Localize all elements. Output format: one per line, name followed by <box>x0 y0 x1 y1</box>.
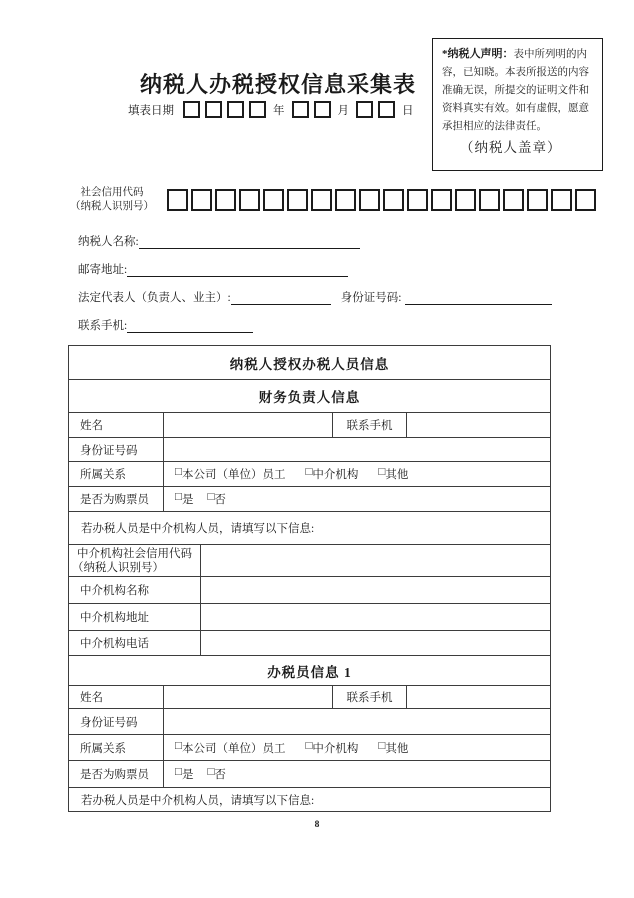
s2-name-row <box>69 685 550 708</box>
s1-id-value-cell[interactable] <box>163 438 550 461</box>
credit-code-char-box[interactable] <box>527 189 548 211</box>
credit-code-char-box[interactable] <box>359 189 380 211</box>
s2-relation-label: 所属关系 <box>80 742 126 755</box>
s2-relation-options <box>163 735 550 760</box>
day-unit-label: 日 <box>402 104 414 117</box>
s1-name-label: 姓名 <box>80 420 103 432</box>
credit-code-char-box[interactable] <box>239 189 260 211</box>
table-main-header: 纳税人授权办税人员信息 <box>229 356 390 372</box>
mail-address-blank[interactable] <box>127 262 348 277</box>
declaration-lead: *纳税人声明： <box>442 48 514 60</box>
legal-rep-field <box>78 287 552 305</box>
year-char-box[interactable] <box>205 101 222 118</box>
s1-agency-address-row <box>69 603 550 630</box>
s1-id-label: 身份证号码 <box>80 444 138 457</box>
s1-ticket-row <box>69 486 550 511</box>
s1-agency-name-value-cell[interactable] <box>200 577 550 603</box>
s1-agency-address-value-cell[interactable] <box>200 604 550 630</box>
s2-name-value-cell[interactable] <box>163 686 332 708</box>
s2-ticket-options <box>163 761 550 787</box>
taxpayer-name-field <box>78 231 360 249</box>
taxpayer-stamp-label: （纳税人盖章） <box>460 140 562 155</box>
contact-phone-label: 联系手机: <box>78 320 128 332</box>
day-boxes <box>356 101 395 118</box>
s1-relation-row <box>69 461 550 486</box>
s2-ticket-row <box>69 760 550 787</box>
credit-code-char-box[interactable] <box>263 189 284 211</box>
checkbox-icon: □ <box>305 466 313 478</box>
s1-ticket-label: 是否为购票员 <box>80 494 149 506</box>
s2-relation-row <box>69 734 550 760</box>
s2-checkbox-company-employee[interactable]: □ 本公司（单位）员工 <box>175 739 286 755</box>
contact-phone-blank[interactable] <box>127 318 253 333</box>
year-char-box[interactable] <box>227 101 244 118</box>
credit-code-char-box[interactable] <box>551 189 572 211</box>
s2-id-label: 身份证号码 <box>80 716 138 729</box>
s1-agency-name-label: 中介机构名称 <box>80 585 149 597</box>
day-char-box[interactable] <box>356 101 373 118</box>
checkbox-icon: □ <box>305 739 313 752</box>
year-boxes <box>183 101 266 118</box>
s2-checkbox-yes[interactable]: □ 是 <box>175 766 194 781</box>
s2-checkbox-no[interactable]: □ 否 <box>207 766 226 781</box>
s1-checkbox-no[interactable]: □ 否 <box>207 491 226 506</box>
credit-code-label-line2: （纳税人识别号） <box>70 201 154 212</box>
section2-header-row <box>69 655 550 685</box>
s1-agency-code-row <box>69 544 550 576</box>
s2-id-row <box>69 708 550 734</box>
s1-agency-code-label-line2: （纳税人识别号） <box>72 562 164 574</box>
legal-rep-label: 法定代表人（负责人、业主）: <box>78 292 231 304</box>
credit-code-char-box[interactable] <box>335 189 356 211</box>
s1-checkbox-yes[interactable]: □ 是 <box>175 491 194 506</box>
credit-code-char-box[interactable] <box>575 189 596 211</box>
s1-agency-address-label: 中介机构地址 <box>80 612 149 624</box>
s1-name-row <box>69 412 550 437</box>
s2-id-value-cell[interactable] <box>163 709 550 734</box>
credit-code-boxes <box>167 189 596 211</box>
id-number-blank[interactable] <box>405 290 552 305</box>
credit-code-label <box>60 186 164 214</box>
s2-note-row <box>69 787 550 811</box>
checkbox-icon: □ <box>175 739 182 752</box>
s2-intermediary-note: 若办税人员是中介机构人员，请填写以下信息: <box>81 794 315 807</box>
declaration-text <box>442 45 594 136</box>
s1-agency-code-value-cell[interactable] <box>200 545 550 576</box>
checkbox-icon: □ <box>175 466 182 478</box>
s1-agency-phone-row <box>69 630 550 655</box>
s1-id-row <box>69 437 550 461</box>
s1-phone-label: 联系手机 <box>332 413 406 437</box>
checkbox-icon: □ <box>207 491 215 503</box>
page-number: 8 <box>314 820 320 830</box>
s1-relation-label: 所属关系 <box>80 469 126 481</box>
fill-date-label: 填表日期 <box>128 104 174 117</box>
checkbox-icon: □ <box>378 739 386 752</box>
s1-note-row <box>69 511 550 544</box>
month-char-box[interactable] <box>314 101 331 118</box>
credit-code-char-box[interactable] <box>407 189 428 211</box>
legal-rep-blank[interactable] <box>231 290 331 305</box>
s2-phone-label: 联系手机 <box>332 686 406 708</box>
id-number-label: 身份证号码: <box>340 292 402 304</box>
credit-code-char-box[interactable] <box>455 189 476 211</box>
month-unit-label: 月 <box>337 104 349 117</box>
s1-agency-name-row <box>69 576 550 603</box>
credit-code-char-box[interactable] <box>431 189 452 211</box>
credit-code-char-box[interactable] <box>311 189 332 211</box>
s1-ticket-options <box>163 487 550 511</box>
s1-relation-options <box>163 462 550 486</box>
credit-code-row <box>60 186 596 214</box>
s1-name-value-cell[interactable] <box>163 413 332 437</box>
s1-agency-code-label-line1: 中介机构社会信用代码 <box>77 548 192 560</box>
checkbox-icon: □ <box>378 466 386 478</box>
declaration-body: 表中所列明的内容，已知晓。本表所报送的内容准确无误，所提交的证明文件和资料真实有效。如有虚假，愿意承担相应的法律责任。 <box>442 49 589 132</box>
s1-checkbox-intermediary[interactable]: □ 中介机构 <box>305 466 359 481</box>
mail-address-label: 邮寄地址: <box>78 264 128 276</box>
s2-checkbox-intermediary[interactable]: □ 中介机构 <box>305 739 359 755</box>
s1-agency-phone-value-cell[interactable] <box>200 631 550 655</box>
year-char-box[interactable] <box>249 101 266 118</box>
taxpayer-name-blank[interactable] <box>139 234 360 249</box>
taxpayer-declaration-box <box>432 38 603 171</box>
checkbox-icon: □ <box>175 766 182 778</box>
mail-address-field <box>78 259 348 277</box>
s2-ticket-label: 是否为购票员 <box>80 769 149 781</box>
finance-manager-section-header: 财务负责人信息 <box>258 390 361 405</box>
s1-checkbox-company-employee[interactable]: □ 本公司（单位）员工 <box>175 466 286 481</box>
day-char-box[interactable] <box>378 101 395 118</box>
credit-code-label-line1: 社会信用代码 <box>80 187 144 198</box>
tax-clerk1-section-header: 办税员信息 1 <box>267 664 352 680</box>
contact-phone-field <box>78 315 253 333</box>
credit-code-char-box[interactable] <box>503 189 524 211</box>
credit-code-char-box[interactable] <box>167 189 188 211</box>
s2-name-label: 姓名 <box>80 692 103 704</box>
checkbox-icon: □ <box>175 491 182 503</box>
s2-phone-value-cell[interactable] <box>406 686 550 708</box>
credit-code-char-box[interactable] <box>191 189 212 211</box>
s1-agency-phone-label: 中介机构电话 <box>80 638 149 650</box>
authorized-personnel-table <box>68 345 551 812</box>
year-char-box[interactable] <box>183 101 200 118</box>
credit-code-char-box[interactable] <box>215 189 236 211</box>
credit-code-char-box[interactable] <box>383 189 404 211</box>
year-unit-label: 年 <box>273 104 285 117</box>
taxpayer-name-label: 纳税人名称: <box>78 236 139 248</box>
s1-phone-value-cell[interactable] <box>406 413 550 437</box>
checkbox-icon: □ <box>207 766 215 778</box>
s1-agency-code-label <box>69 545 200 576</box>
s1-intermediary-note: 若办税人员是中介机构人员，请填写以下信息: <box>81 523 315 535</box>
page-title: 纳税人办税授权信息采集表 <box>139 72 416 97</box>
fill-date-row <box>128 101 421 118</box>
s1-checkbox-other[interactable]: □ 其他 <box>378 466 409 481</box>
month-boxes <box>292 101 331 118</box>
credit-code-char-box[interactable] <box>479 189 500 211</box>
table-header-row <box>69 346 550 379</box>
s2-checkbox-other[interactable]: □ 其他 <box>378 739 409 755</box>
month-char-box[interactable] <box>292 101 309 118</box>
credit-code-char-box[interactable] <box>287 189 308 211</box>
section1-header-row <box>69 379 550 412</box>
